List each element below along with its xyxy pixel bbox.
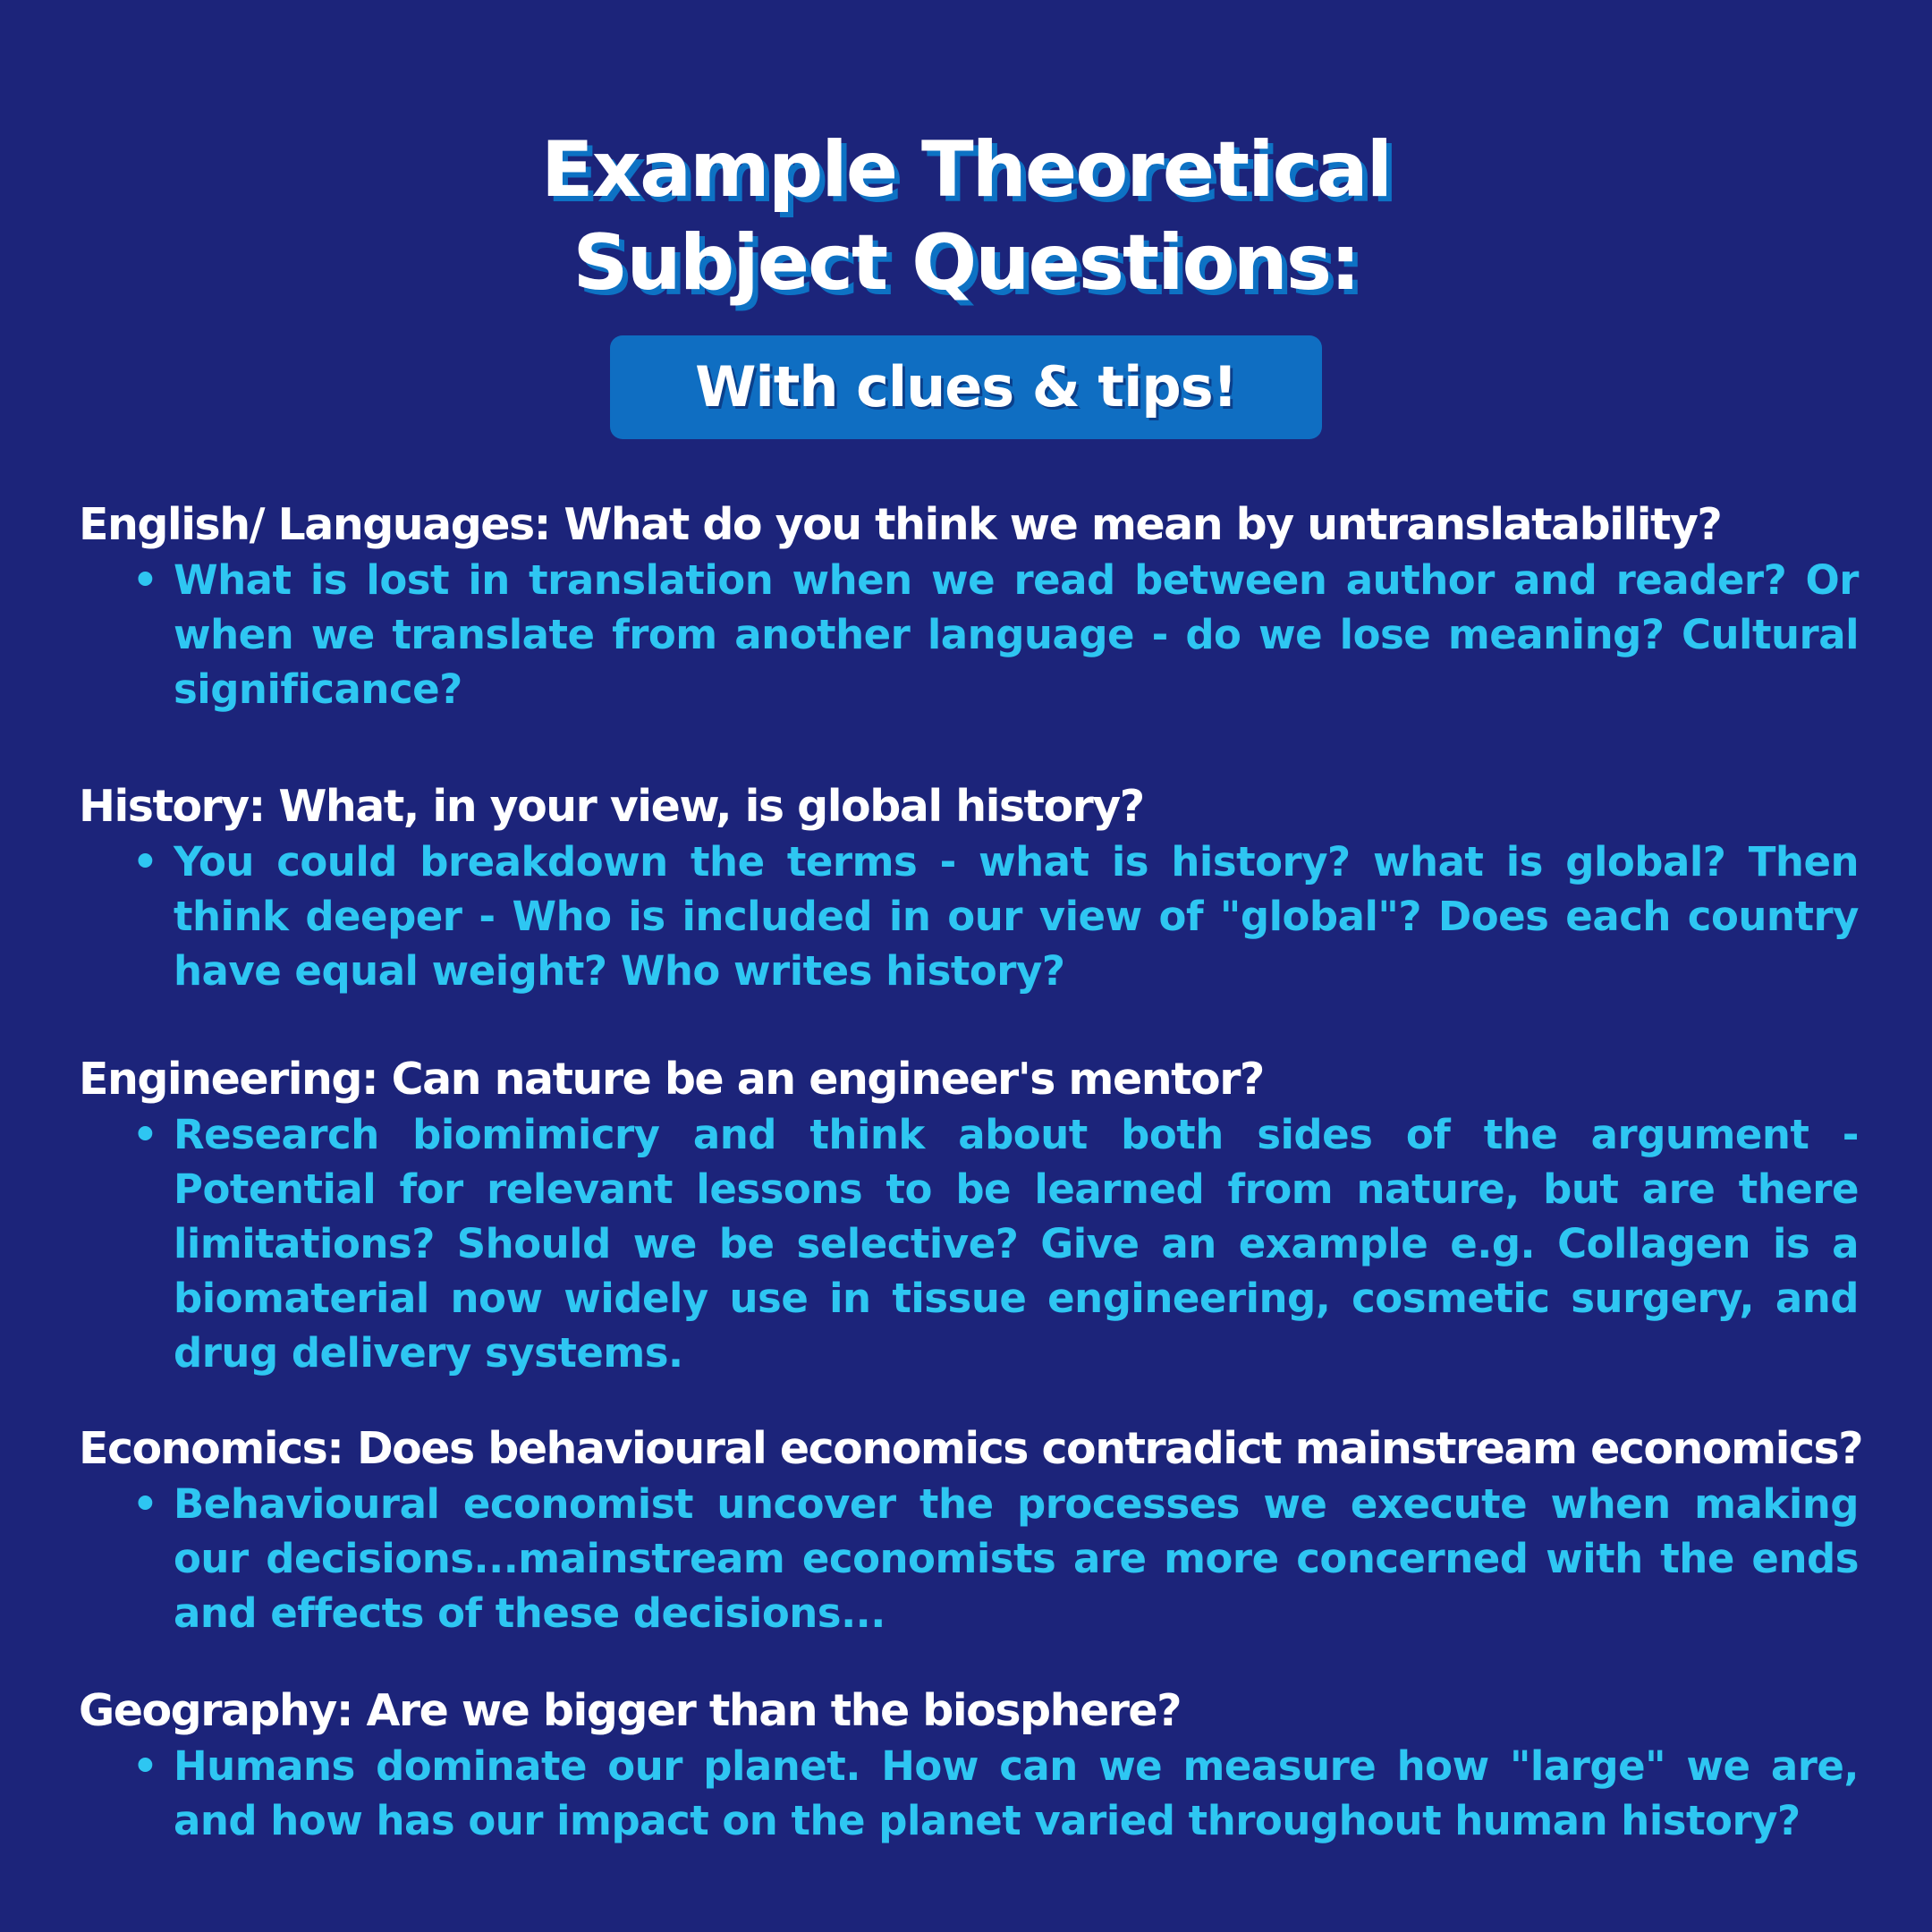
tip-text: Research biomimicry and think about both sides of the argument - Potential for relevant lessons to be learned from nature, but are there limitations? Should we be selective? Give an example e.g. Collagen is a biomaterial now widely use in tissue engineering, cosmetic surgery, and drug delivery systems. xyxy=(174,1111,1859,1377)
question-english: English/ Languages: What do you think we mean by untranslatability? xyxy=(79,499,1722,550)
question-economics: Economics: Does behavioural economics contradict mainstream economics? xyxy=(79,1423,1863,1474)
section-history xyxy=(79,779,1859,998)
tip-economics xyxy=(132,1477,1859,1640)
tip-text: What is lost in translation when we read between author and reader? Or when we translate from another language - do we lose meaning? Cultural significance? xyxy=(174,556,1859,713)
bullet-icon: • xyxy=(132,1480,158,1528)
tip-text: Behavioural economist uncover the processes we execute when making our decisions...mainstream economists are more concerned with the ends and effects of these decisions... xyxy=(174,1480,1859,1637)
bullet-icon: • xyxy=(132,1742,158,1790)
section-english xyxy=(79,497,1859,716)
tip-text: You could breakdown the terms - what is history? what is global? Then think deeper - Who is included in our view of "global"? Does each country have equal weight? Who writes history? xyxy=(174,838,1859,995)
question-engineering: Engineering: Can nature be an engineer's mentor? xyxy=(79,1054,1264,1105)
question-history: History: What, in your view, is global history? xyxy=(79,781,1144,832)
tip-geography xyxy=(132,1739,1859,1848)
title-line-1: Example Theoretical xyxy=(540,125,1392,215)
bullet-icon: • xyxy=(132,556,158,604)
tip-engineering xyxy=(132,1107,1859,1380)
bullet-icon: • xyxy=(132,1111,158,1158)
tip-english xyxy=(132,553,1859,716)
section-engineering xyxy=(79,1052,1859,1380)
tip-text: Humans dominate our planet. How can we measure how "large" we are, and how has our impact on the planet varied throughout human history? xyxy=(174,1742,1859,1844)
title-line-2: Subject Questions: xyxy=(572,218,1360,308)
section-economics xyxy=(79,1421,1863,1640)
question-geography: Geography: Are we bigger than the biosphere? xyxy=(79,1685,1182,1736)
tip-history xyxy=(132,835,1859,998)
subtitle-badge: With clues & tips! xyxy=(610,335,1322,439)
page-title xyxy=(0,123,1932,309)
bullet-icon: • xyxy=(132,838,158,886)
section-geography xyxy=(79,1683,1859,1848)
